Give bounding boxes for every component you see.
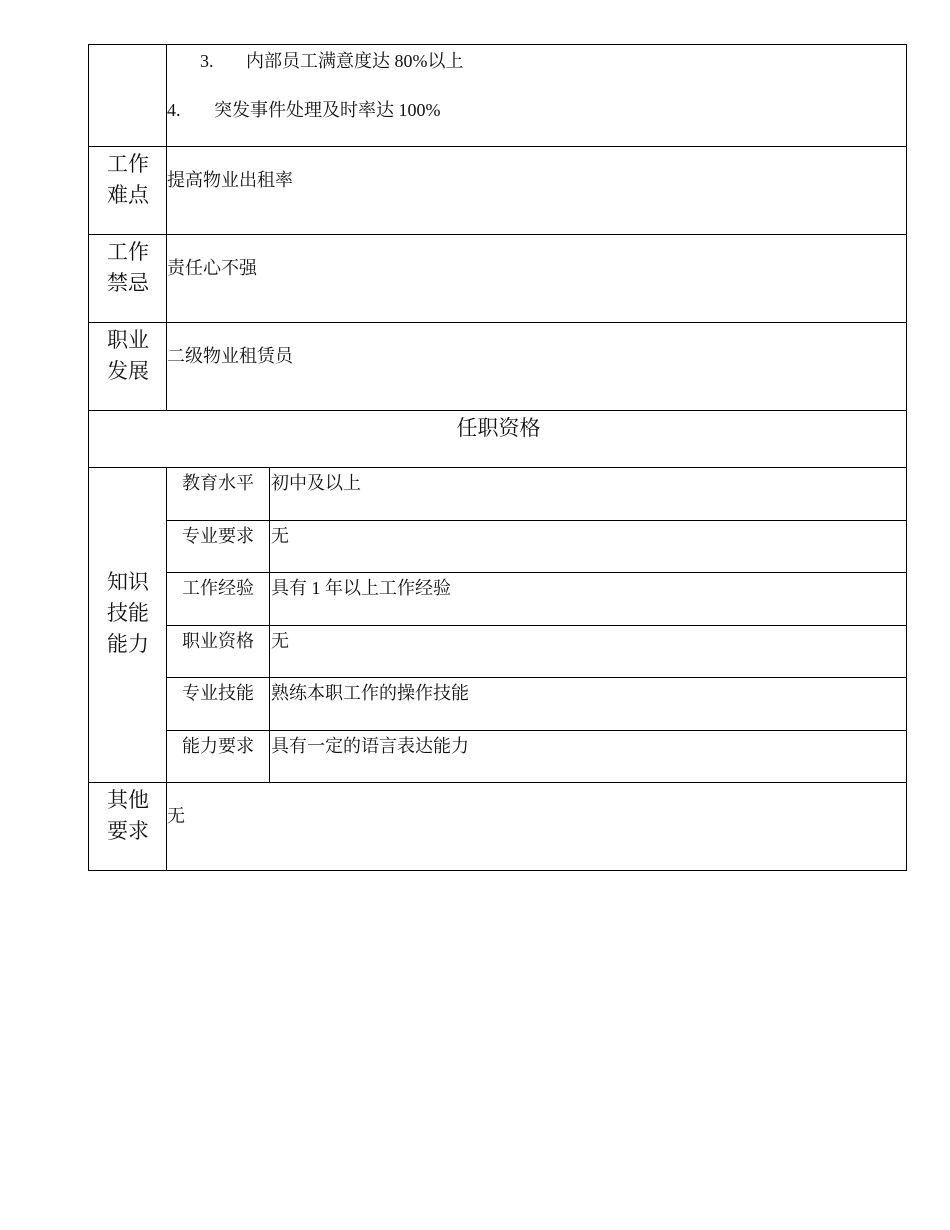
- knowledge-label: 知识 技能 能力: [107, 570, 149, 656]
- major-label: 专业要求: [182, 526, 254, 546]
- experience-label: 工作经验: [182, 578, 254, 598]
- row-divider: [89, 234, 906, 235]
- career-label: 职业 发展: [107, 328, 149, 383]
- taboo-value: 责任心不强: [167, 258, 257, 278]
- education-label: 教育水平: [182, 473, 254, 493]
- row-divider: [89, 467, 906, 468]
- qualifications-heading: 任职资格: [456, 416, 541, 440]
- row-divider: [89, 410, 906, 411]
- duty-item-4-number: 4.: [167, 100, 181, 120]
- duty-item-3-text: 内部员工满意度达 80%以上: [246, 51, 464, 71]
- other-value: 无: [167, 806, 185, 826]
- education-value: 初中及以上: [271, 473, 361, 493]
- duty-item-4-text: 突发事件处理及时率达 100%: [214, 100, 441, 120]
- skills-value: 熟练本职工作的操作技能: [271, 683, 469, 703]
- ability-label: 能力要求: [182, 736, 254, 756]
- major-value: 无: [271, 526, 289, 546]
- subrow-divider: [166, 572, 906, 573]
- experience-value: 具有 1 年以上工作经验: [271, 578, 451, 598]
- duty-item-3-number: 3.: [200, 51, 214, 71]
- row-divider: [89, 322, 906, 323]
- skills-label: 专业技能: [182, 683, 254, 703]
- subrow-divider: [166, 677, 906, 678]
- certification-label: 职业资格: [182, 631, 254, 651]
- job-description-table: [88, 44, 907, 871]
- subrow-divider: [166, 730, 906, 731]
- row-divider: [89, 146, 906, 147]
- subrow-divider: [166, 625, 906, 626]
- row-divider: [89, 782, 906, 783]
- career-value: 二级物业租赁员: [167, 346, 293, 366]
- difficulty-label: 工作 难点: [107, 152, 149, 207]
- difficulty-value: 提高物业出租率: [167, 170, 293, 190]
- column-divider: [269, 467, 270, 782]
- taboo-label: 工作 禁忌: [107, 240, 149, 295]
- other-label: 其他 要求: [107, 788, 149, 843]
- subrow-divider: [166, 520, 906, 521]
- certification-value: 无: [271, 631, 289, 651]
- ability-value: 具有一定的语言表达能力: [271, 736, 469, 756]
